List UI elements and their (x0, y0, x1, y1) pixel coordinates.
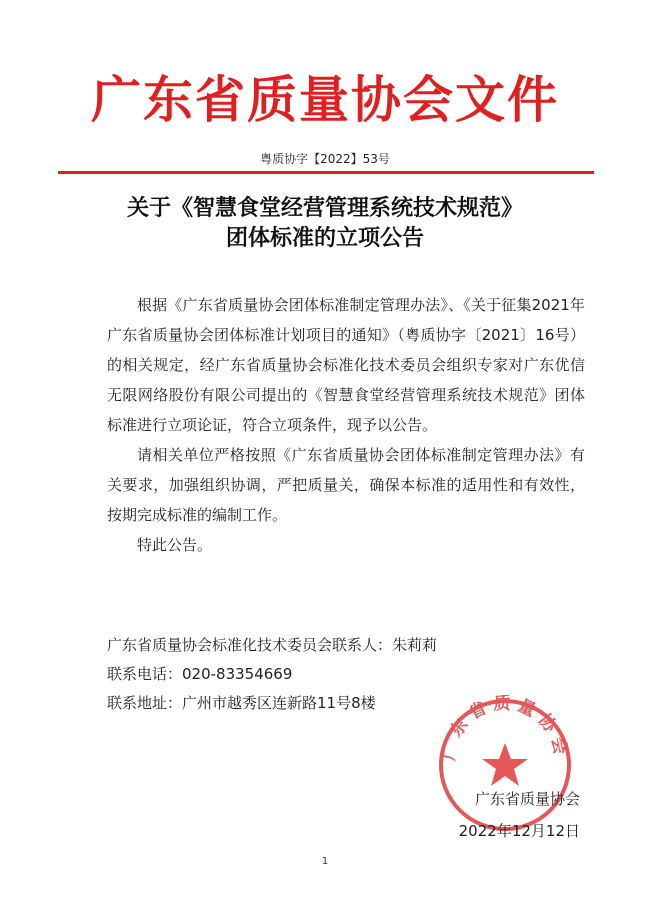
body-paragraph-2 (107, 440, 585, 530)
signature-org: 广东省质量协会 (474, 790, 580, 808)
notice-title-line1: 关于《智慧食堂经营管理系统技术规范》 (126, 196, 523, 221)
star-icon (482, 743, 528, 786)
notice-title-line2: 团体标准的立项公告 (225, 226, 424, 251)
page-number: 1 (321, 856, 329, 867)
header-divider (58, 171, 594, 174)
contact-person: 广东省质量协会标准化技术委员会联系人：朱莉莉 (107, 636, 438, 654)
paragraph-3-text: 特此公告。 (137, 536, 213, 554)
paragraph-2-text: 请相关单位严格按照《广东省质量协会团体标准制定管理办法》有关要求，加强组织协调，严把质量关，确保本标准的适用性和有效性，按期完成标准的编制工作。 (107, 446, 585, 524)
seal-text: 广东省质量协会 (438, 695, 572, 762)
notice-body (107, 290, 585, 560)
contact-phone: 联系电话：020-83354669 (107, 665, 293, 683)
signature-date: 2022年12月12日 (458, 822, 580, 840)
document-number: 粤质协字【2022】53号 (260, 152, 390, 166)
body-paragraph-1 (107, 290, 585, 440)
body-paragraph-3 (107, 530, 585, 560)
document-header-title: 广东省质量协会文件 (91, 70, 559, 129)
contact-info (107, 631, 437, 718)
signature-block (420, 783, 580, 847)
notice-title (0, 194, 650, 254)
contact-address: 联系地址：广州市越秀区连新路11号8楼 (107, 694, 376, 712)
paragraph-1-text: 根据《广东省质量协会团体标准制定管理办法》、《关于征集2021年广东省质量协会团体标准计划项目的通知》（粤质协字〔2021〕16号）的相关规定，经广东省质量协会标准化技术委员会组织专家对广东优信无限网络股份有限公司提出的《智慧食堂经营管理系统技术规范》团体标准进行立项论证，符合立项条件，现予以公告。 (107, 296, 585, 434)
